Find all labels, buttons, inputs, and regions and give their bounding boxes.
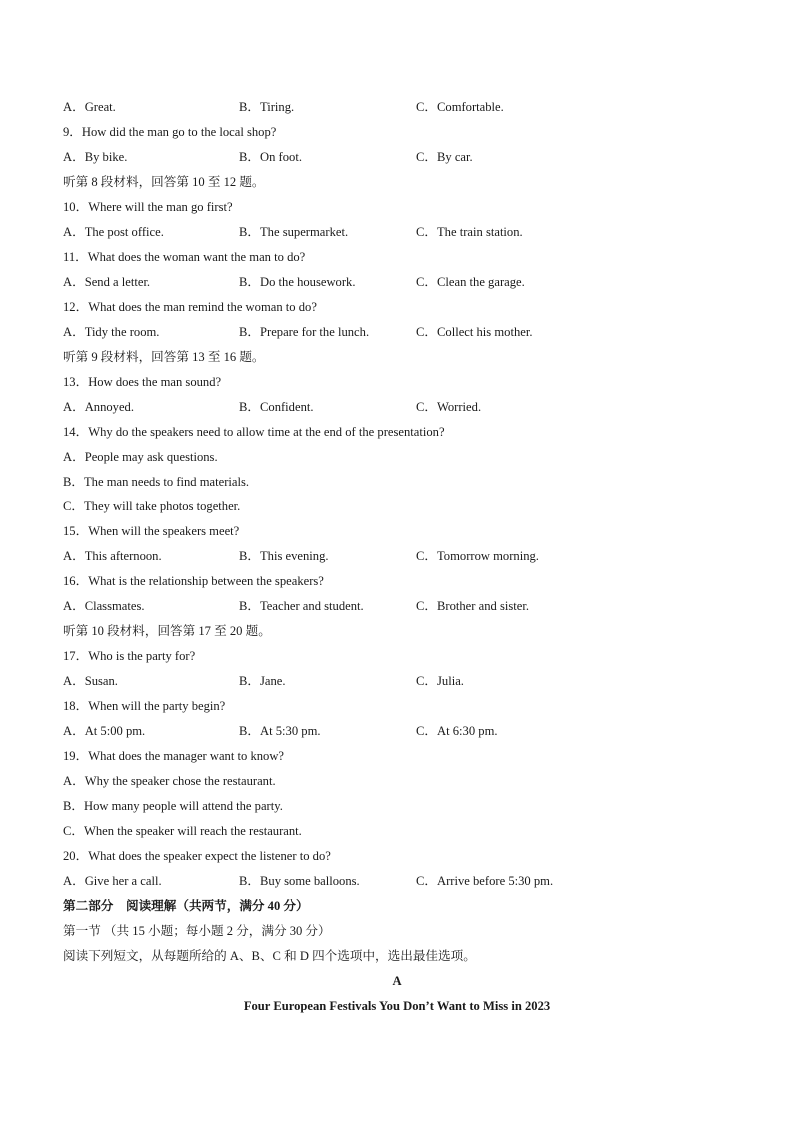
q19-option-c: C．When the speaker will reach the restaurant. <box>63 824 302 838</box>
section-10-instruction: 听第 10 段材料，回答第 17 至 20 题。 <box>63 624 271 638</box>
option-b: B．Buy some balloons. <box>239 874 360 888</box>
option-b: B．Prepare for the lunch. <box>239 325 370 339</box>
option-b: B．On foot. <box>239 150 302 164</box>
option-c: C．Tomorrow morning. <box>416 549 539 563</box>
question-15: 15．When will the speakers meet? <box>63 524 240 538</box>
option-a: A．Give her a call. <box>63 874 162 888</box>
question-16: 16．What is the relationship between the speakers? <box>63 574 324 588</box>
question-11: 11．What does the woman want the man to do? <box>63 250 306 264</box>
option-b: B．This evening. <box>239 549 329 563</box>
option-a: A．This afternoon. <box>63 549 162 563</box>
option-c: C．Clean the garage. <box>416 275 525 289</box>
option-a: A．The post office. <box>63 225 164 239</box>
option-b: B．Do the housework. <box>239 275 356 289</box>
question-18: 18．When will the party begin? <box>63 699 226 713</box>
reading-instruction: 阅读下列短文，从每题所给的 A、B、C 和 D 四个选项中，选出最佳选项。 <box>63 949 476 963</box>
question-9: 9．How did the man go to the local shop? <box>63 125 277 139</box>
option-c: C．Worried. <box>416 400 482 414</box>
option-a: A．Send a letter. <box>63 275 151 289</box>
option-c: C．Collect his mother. <box>416 325 533 339</box>
option-a: A．By bike. <box>63 150 128 164</box>
option-a: A．Classmates. <box>63 599 145 613</box>
q14-option-a: A．People may ask questions. <box>63 450 218 464</box>
option-c: C．Comfortable. <box>416 100 504 114</box>
part-2-heading: 第二部分 阅读理解（共两节，满分 40 分） <box>63 899 309 913</box>
option-a: A．Great. <box>63 100 116 114</box>
question-17: 17．Who is the party for? <box>63 649 196 663</box>
q19-option-b: B．How many people will attend the party. <box>63 799 283 813</box>
option-c: C．Arrive before 5:30 pm. <box>416 874 554 888</box>
option-c: C．Brother and sister. <box>416 599 529 613</box>
option-a: A．At 5:00 pm. <box>63 724 146 738</box>
option-a: A．Susan. <box>63 674 118 688</box>
option-a: A．Tidy the room. <box>63 325 160 339</box>
option-b: B．At 5:30 pm. <box>239 724 321 738</box>
section-1-heading: 第一节 （共 15 小题；每小题 2 分，满分 30 分） <box>63 924 331 938</box>
option-b: B．Confident. <box>239 400 314 414</box>
option-c: C．By car. <box>416 150 473 164</box>
option-b: B．Teacher and student. <box>239 599 364 613</box>
option-b: B．Jane. <box>239 674 286 688</box>
option-c: C．Julia. <box>416 674 464 688</box>
section-9-instruction: 听第 9 段材料，回答第 13 至 16 题。 <box>63 350 265 364</box>
section-8-instruction: 听第 8 段材料，回答第 10 至 12 题。 <box>63 175 265 189</box>
question-10: 10．Where will the man go first? <box>63 200 233 214</box>
option-b: B．The supermarket. <box>239 225 349 239</box>
passage-title: Four European Festivals You Don’t Want to Miss in 2023 <box>243 999 551 1013</box>
option-c: C．At 6:30 pm. <box>416 724 498 738</box>
question-19: 19．What does the manager want to know? <box>63 749 285 763</box>
q14-option-b: B．The man needs to find materials. <box>63 475 250 489</box>
question-13: 13．How does the man sound? <box>63 375 222 389</box>
question-14: 14．Why do the speakers need to allow time at the end of the presentation? <box>63 425 445 439</box>
question-12: 12．What does the man remind the woman to do? <box>63 300 317 314</box>
option-c: C．The train station. <box>416 225 523 239</box>
option-a: A．Annoyed. <box>63 400 135 414</box>
option-b: B．Tiring. <box>239 100 295 114</box>
q14-option-c: C．They will take photos together. <box>63 499 241 513</box>
question-20: 20．What does the speaker expect the listener to do? <box>63 849 331 863</box>
q19-option-a: A．Why the speaker chose the restaurant. <box>63 774 276 788</box>
passage-label: A <box>392 974 402 988</box>
